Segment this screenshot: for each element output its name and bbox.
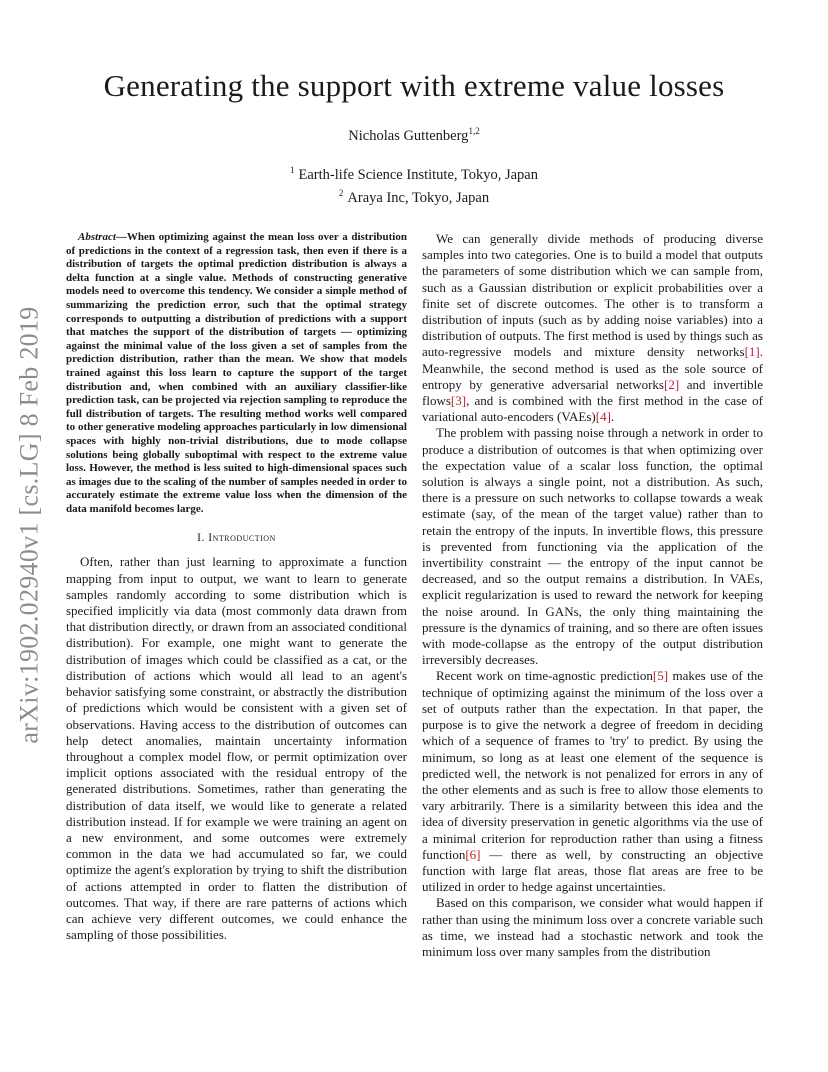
affiliation-2: $^2$ Araya Inc, Tokyo, Japan (338, 187, 490, 206)
paragraph-methods: We can generally divide methods of producing diverse samples into two categories. One is to build a model that outputs the parameters of some distribution which we can sample from, such as a Gaussian distribution or explicit probabilities over a finite set of discrete outcomes. The other is to transform a distribution of inputs (such as by adding noise variables) into a distribution of outputs. The first method is used by things such as auto-regressive models and mixture density networks[1]. Meanwhile, the second method is used as the sole source of entropy by generative adversarial networks[2] and invertible flows[3], and is combined with the first method in the case of variational auto-encoders (VAEs)[4]. (422, 231, 763, 425)
abstract-label: Abstract (78, 231, 116, 243)
author-line (0, 126, 828, 145)
citation-link[interactable]: [2] (664, 376, 680, 392)
arxiv-sidebar-stamp (10, 290, 50, 760)
paragraph-comparison: Based on this comparison, we consider what would happen if rather than using the minimum loss over a concrete variable such as time, we instead had a stochastic network and took the minimum loss over many samples from the distribution (422, 895, 763, 959)
affiliations (0, 161, 828, 207)
paragraph-time-agnostic: Recent work on time-agnostic prediction[5] makes use of the technique of optimizing against the minimum of the loss over a set of outputs rather than the expectation. In that paper, the purpose is to give the network a degree of freedom in deciding which of a sequence of frames to 'try' to predict. By using the minimum, so long as at least one element of the sequence is predicted well, the network is not penalized for errors in any of the other elements and as such is free to allow those elements to vary arbitrarily. There is a similarity between this idea and the idea of diversity preservation in genetic algorithms via the use of a minimal criterion for reproduction rather than using a fitness function[6] — there as well, by constructing an objective function with large flat areas, those flat areas are free to be utilized in order to hedge against uncertainties. (422, 668, 763, 895)
paragraph-noise-problem: The problem with passing noise through a network in order to produce a distribution of outcomes is that when optimizing over the expectation value of a scalar loss function, the optimal solution is always a single point, not a distribution. As such, there is a pressure on such networks to collapse towards a weak estimate (say, of the mean of the target value) rather than to retain the entropy of the inputs. In invertible flows, this pressure is prevented from functioning via the application of the invertibility constraint — the entropy of the input cannot be decreased, and so the output remains a distribution. In VAEs, explicit regularization is used to reward the network for keeping the noise around. In GANs, the only thing maintaining the pressure is the dynamics of training, and so there are often issues with mode-collapse as the entropy of the output distribution irreversibly decreases. (422, 425, 763, 668)
right-column (422, 231, 763, 960)
abstract-dash: — (115, 231, 127, 243)
abstract-text: When optimizing against the mean loss over a distribution of predictions in the context of a regression task, then even if there is a distribution of targets the optimal prediction distribution is always a delta function at a single value. Methods of constructing generative models need to overcome this tendency. We consider a simple method of summarizing the prediction error, such that the optimal strategy corresponds to outputting a distribution of predictions with a support that matches the support of the distribution of targets — optimizing against the minimal value of the loss given a set of samples from the prediction distribution, rather than the mean. We show that models trained against this loss learn to capture the support of the target distribution and, when combined with an auxiliary classifier-like prediction task, can be projected via rejection sampling to reproduce the full distribution of targets. The resulting method works well compared to other generative modeling approaches particularly in low dimensional spaces with highly non-trivial distributions, due to mode collapse solutions being globally suboptimal with respect to the extreme value loss. However, the method is less suited to high-dimensional spaces such as images due to the scaling of the number of samples needed in order to accurately estimate the extreme value loss when the dimension of the data manifold becomes large. (66, 231, 407, 515)
intro-paragraph: Often, rather than just learning to approximate a function mapping from input to output, we want to learn to generate samples randomly according to some distribution which is specified implicitly via data (most commonly data drawn from that distribution directly, or drawn from an associated conditional distribution). For example, one might want to generate the distribution of images which could be classified as a cat, or the distribution of actions which would all lead to an agent's behavior satisfying some constraint, or abstractly the distribution of predictions which would be consistent with a given set of observations. Having access to the distribution of outcomes can help detect anomalies, maintain uncertainty information throughout a complex model flow, or permit optimization over implicit options associated with the residual entropy of the generated distributions. Sometimes, rather than generating the distribution of data itself, we would like to generate a related distribution instead. If for example we were training an agent on a new environment, and some outcomes were extremely common in the data we had accumulated so far, we could optimize the agent's exploration by trying to shift the distribution of actions attempted in order to flatten the distribution of outcomes. That way, if there are rare patterns of actions which can achieve very different outcomes, we could enhance the sampling of those possibilities. (66, 554, 407, 943)
citation-link[interactable]: [5] (652, 668, 669, 684)
abstract (66, 231, 407, 516)
citation-link[interactable]: [3] (450, 393, 467, 409)
author-affiliation-marks: 1,2 (468, 126, 480, 136)
citation-link[interactable]: [4] (595, 409, 611, 425)
citation-link[interactable]: [6] (465, 846, 481, 862)
arxiv-identifier: arXiv:1902.02940v1 [cs.LG] 8 Feb 2019 (15, 306, 44, 744)
author-name: Nicholas Guttenberg (348, 127, 469, 144)
citation-link[interactable]: [1] (744, 344, 760, 360)
section-heading-introduction: I. Introduction (197, 532, 276, 545)
affiliation-1: $^1$ Earth-life Science Institute, Tokyo, Japan (289, 165, 538, 183)
paper-title: Generating the support with extreme value losses (103, 68, 725, 103)
left-column (66, 231, 407, 943)
